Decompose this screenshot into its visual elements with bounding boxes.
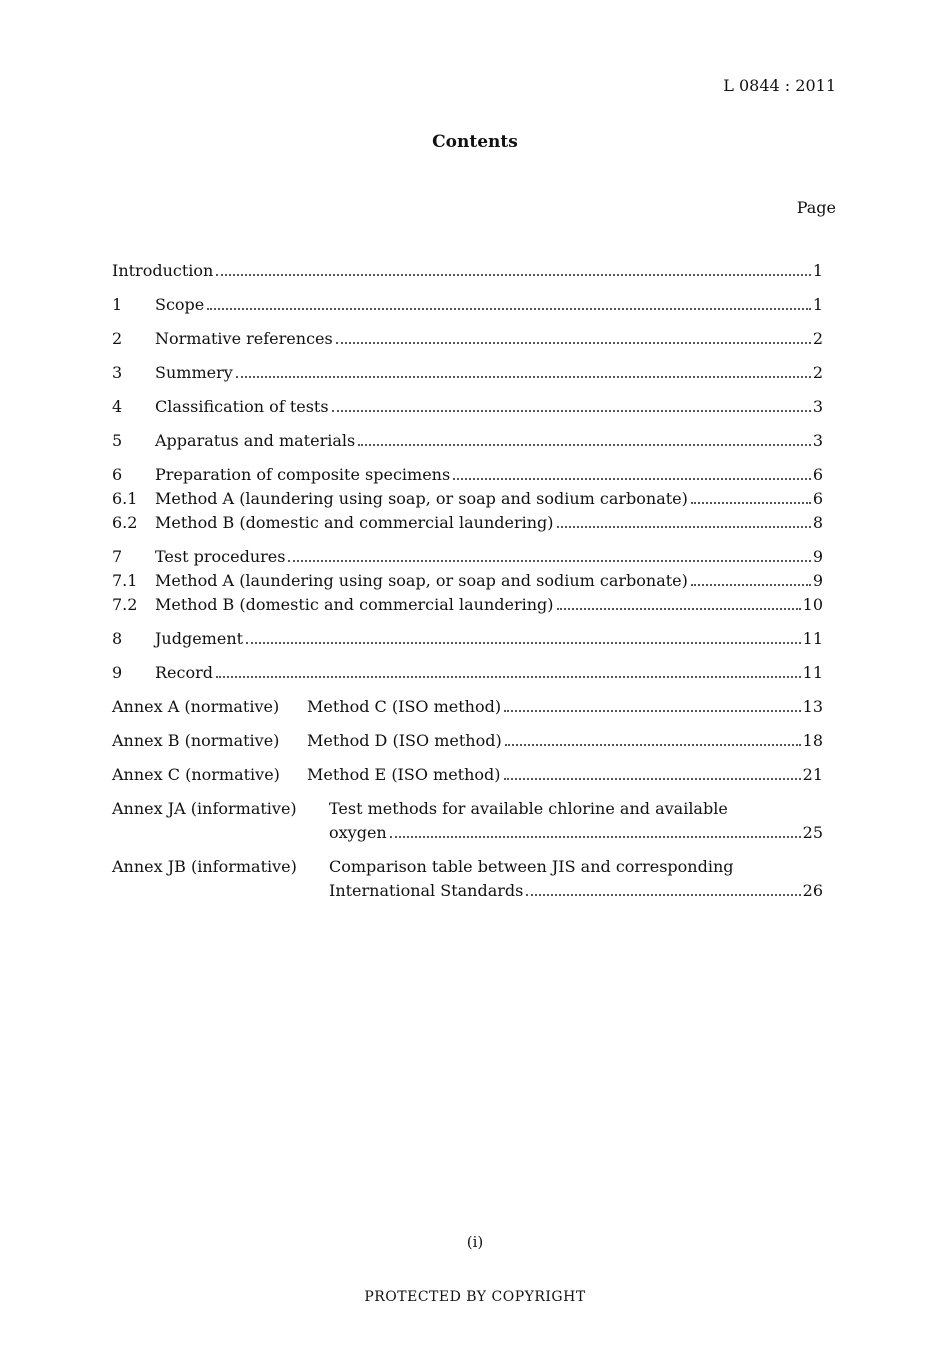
- toc-entry-label-continued: oxygen: [329, 823, 387, 842]
- section-number: 2: [112, 329, 123, 348]
- toc-entry-6-1-method-a[interactable]: [112, 487, 823, 511]
- copyright-notice: PROTECTED BY COPYRIGHT: [364, 1289, 586, 1305]
- dot-leader: [246, 642, 801, 644]
- toc-entry-annex-b[interactable]: [112, 729, 823, 753]
- dot-leader: [557, 608, 801, 610]
- toc-entry-page: 11: [802, 629, 823, 648]
- toc-entry-introduction[interactable]: [112, 259, 823, 283]
- toc-entry-preparation-of-composite-specimens[interactable]: [112, 463, 823, 487]
- dot-leader: [526, 894, 800, 896]
- toc-entry-page: 21: [802, 765, 823, 784]
- section-number: 7.2: [112, 595, 138, 614]
- toc-entry-label: Summery: [155, 363, 233, 382]
- page-folio: (i): [466, 1233, 484, 1251]
- toc-entry-label: Test methods for available chlorine and available: [329, 799, 728, 818]
- toc-entry-annex-jb[interactable]: [112, 855, 823, 903]
- dot-leader: [453, 478, 811, 480]
- toc-entry-label-continued: International Standards: [329, 881, 524, 900]
- toc-group-preparation: [112, 463, 823, 535]
- toc-entry-page: 6: [812, 489, 823, 508]
- toc-entry-record[interactable]: [112, 661, 823, 685]
- toc-entry-page: 1: [812, 295, 823, 314]
- toc-entry-summery[interactable]: [112, 361, 823, 385]
- toc-entry-page: 18: [802, 731, 823, 750]
- section-number: 6.1: [112, 489, 138, 508]
- toc-entry-page: 10: [802, 595, 823, 614]
- section-number: 4: [112, 397, 123, 416]
- dot-leader: [390, 836, 801, 838]
- dot-leader: [358, 444, 811, 446]
- page-title: Contents: [432, 132, 518, 152]
- toc-entry-7-1-method-a[interactable]: [112, 569, 823, 593]
- toc-entry-label: Method D (ISO method): [307, 731, 502, 750]
- toc-entry-label: Method B (domestic and commercial laundering): [155, 513, 554, 532]
- dot-leader: [236, 376, 811, 378]
- toc-entry-page: 13: [802, 697, 823, 716]
- dot-leader: [207, 308, 811, 310]
- toc-entry-label: Introduction: [112, 261, 214, 280]
- annex-prefix: Annex B (normative): [112, 731, 280, 750]
- toc-group-test-procedures: [112, 545, 823, 617]
- toc-entry-page: 3: [812, 397, 823, 416]
- annex-prefix: Annex A (normative): [112, 697, 280, 716]
- section-number: 3: [112, 363, 123, 382]
- annex-prefix: Annex JB (informative): [112, 857, 297, 876]
- toc-entry-page: 9: [812, 571, 823, 590]
- toc-entry-label: Method A (laundering using soap, or soap and sodium carbonate): [155, 489, 688, 508]
- dot-leader: [332, 410, 811, 412]
- dot-leader: [216, 676, 801, 678]
- dot-leader: [505, 744, 801, 746]
- section-number: 9: [112, 663, 123, 682]
- toc-entry-page: 3: [812, 431, 823, 450]
- toc-entry-page: 9: [812, 547, 823, 566]
- toc-entry-6-2-method-b[interactable]: [112, 511, 823, 535]
- toc-entry-label: Record: [155, 663, 213, 682]
- section-number: 5: [112, 431, 123, 450]
- toc-entry-label: Method B (domestic and commercial laundering): [155, 595, 554, 614]
- toc-entry-scope[interactable]: [112, 293, 823, 317]
- dot-leader: [691, 502, 811, 504]
- toc-entry-label: Method E (ISO method): [307, 765, 501, 784]
- dot-leader: [557, 526, 811, 528]
- document-code: L 0844 : 2011: [723, 76, 836, 95]
- dot-leader: [691, 584, 811, 586]
- dot-leader: [216, 274, 810, 276]
- toc-entry-page: 2: [812, 363, 823, 382]
- section-number: 6: [112, 465, 123, 484]
- section-number: 6.2: [112, 513, 138, 532]
- toc-entry-label: Judgement: [155, 629, 244, 648]
- toc-entry-page: 25: [802, 823, 823, 842]
- toc-entry-judgement[interactable]: [112, 627, 823, 651]
- toc-entry-page: 26: [802, 881, 823, 900]
- dot-leader: [504, 778, 801, 780]
- annex-prefix: Annex C (normative): [112, 765, 280, 784]
- toc-entry-label: Apparatus and materials: [155, 431, 356, 450]
- toc-entry-annex-ja[interactable]: [112, 797, 823, 845]
- toc-entry-label: Scope: [155, 295, 205, 314]
- toc-entry-apparatus-and-materials[interactable]: [112, 429, 823, 453]
- toc-entry-label: Normative references: [155, 329, 333, 348]
- toc-entry-normative-references[interactable]: [112, 327, 823, 351]
- table-of-contents: [112, 259, 823, 903]
- toc-entry-label: Test procedures: [155, 547, 286, 566]
- dot-leader: [504, 710, 801, 712]
- toc-entry-test-procedures[interactable]: [112, 545, 823, 569]
- toc-entry-label: Comparison table between JIS and corresponding: [329, 857, 734, 876]
- annex-prefix: Annex JA (informative): [112, 799, 297, 818]
- page-column-heading: Page: [796, 198, 836, 217]
- toc-entry-label: Preparation of composite specimens: [155, 465, 451, 484]
- toc-entry-label: Method A (laundering using soap, or soap and sodium carbonate): [155, 571, 688, 590]
- section-number: 7: [112, 547, 123, 566]
- toc-entry-7-2-method-b[interactable]: [112, 593, 823, 617]
- toc-entry-page: 8: [812, 513, 823, 532]
- toc-entry-page: 6: [812, 465, 823, 484]
- toc-entry-label: Classification of tests: [155, 397, 329, 416]
- dot-leader: [336, 342, 811, 344]
- toc-entry-page: 2: [812, 329, 823, 348]
- dot-leader: [288, 560, 810, 562]
- toc-entry-annex-c[interactable]: [112, 763, 823, 787]
- section-number: 7.1: [112, 571, 138, 590]
- section-number: 8: [112, 629, 123, 648]
- toc-entry-annex-a[interactable]: [112, 695, 823, 719]
- toc-entry-page: 11: [802, 663, 823, 682]
- toc-entry-page: 1: [812, 261, 823, 280]
- toc-entry-label: Method C (ISO method): [307, 697, 502, 716]
- toc-entry-classification-of-tests[interactable]: [112, 395, 823, 419]
- section-number: 1: [112, 295, 123, 314]
